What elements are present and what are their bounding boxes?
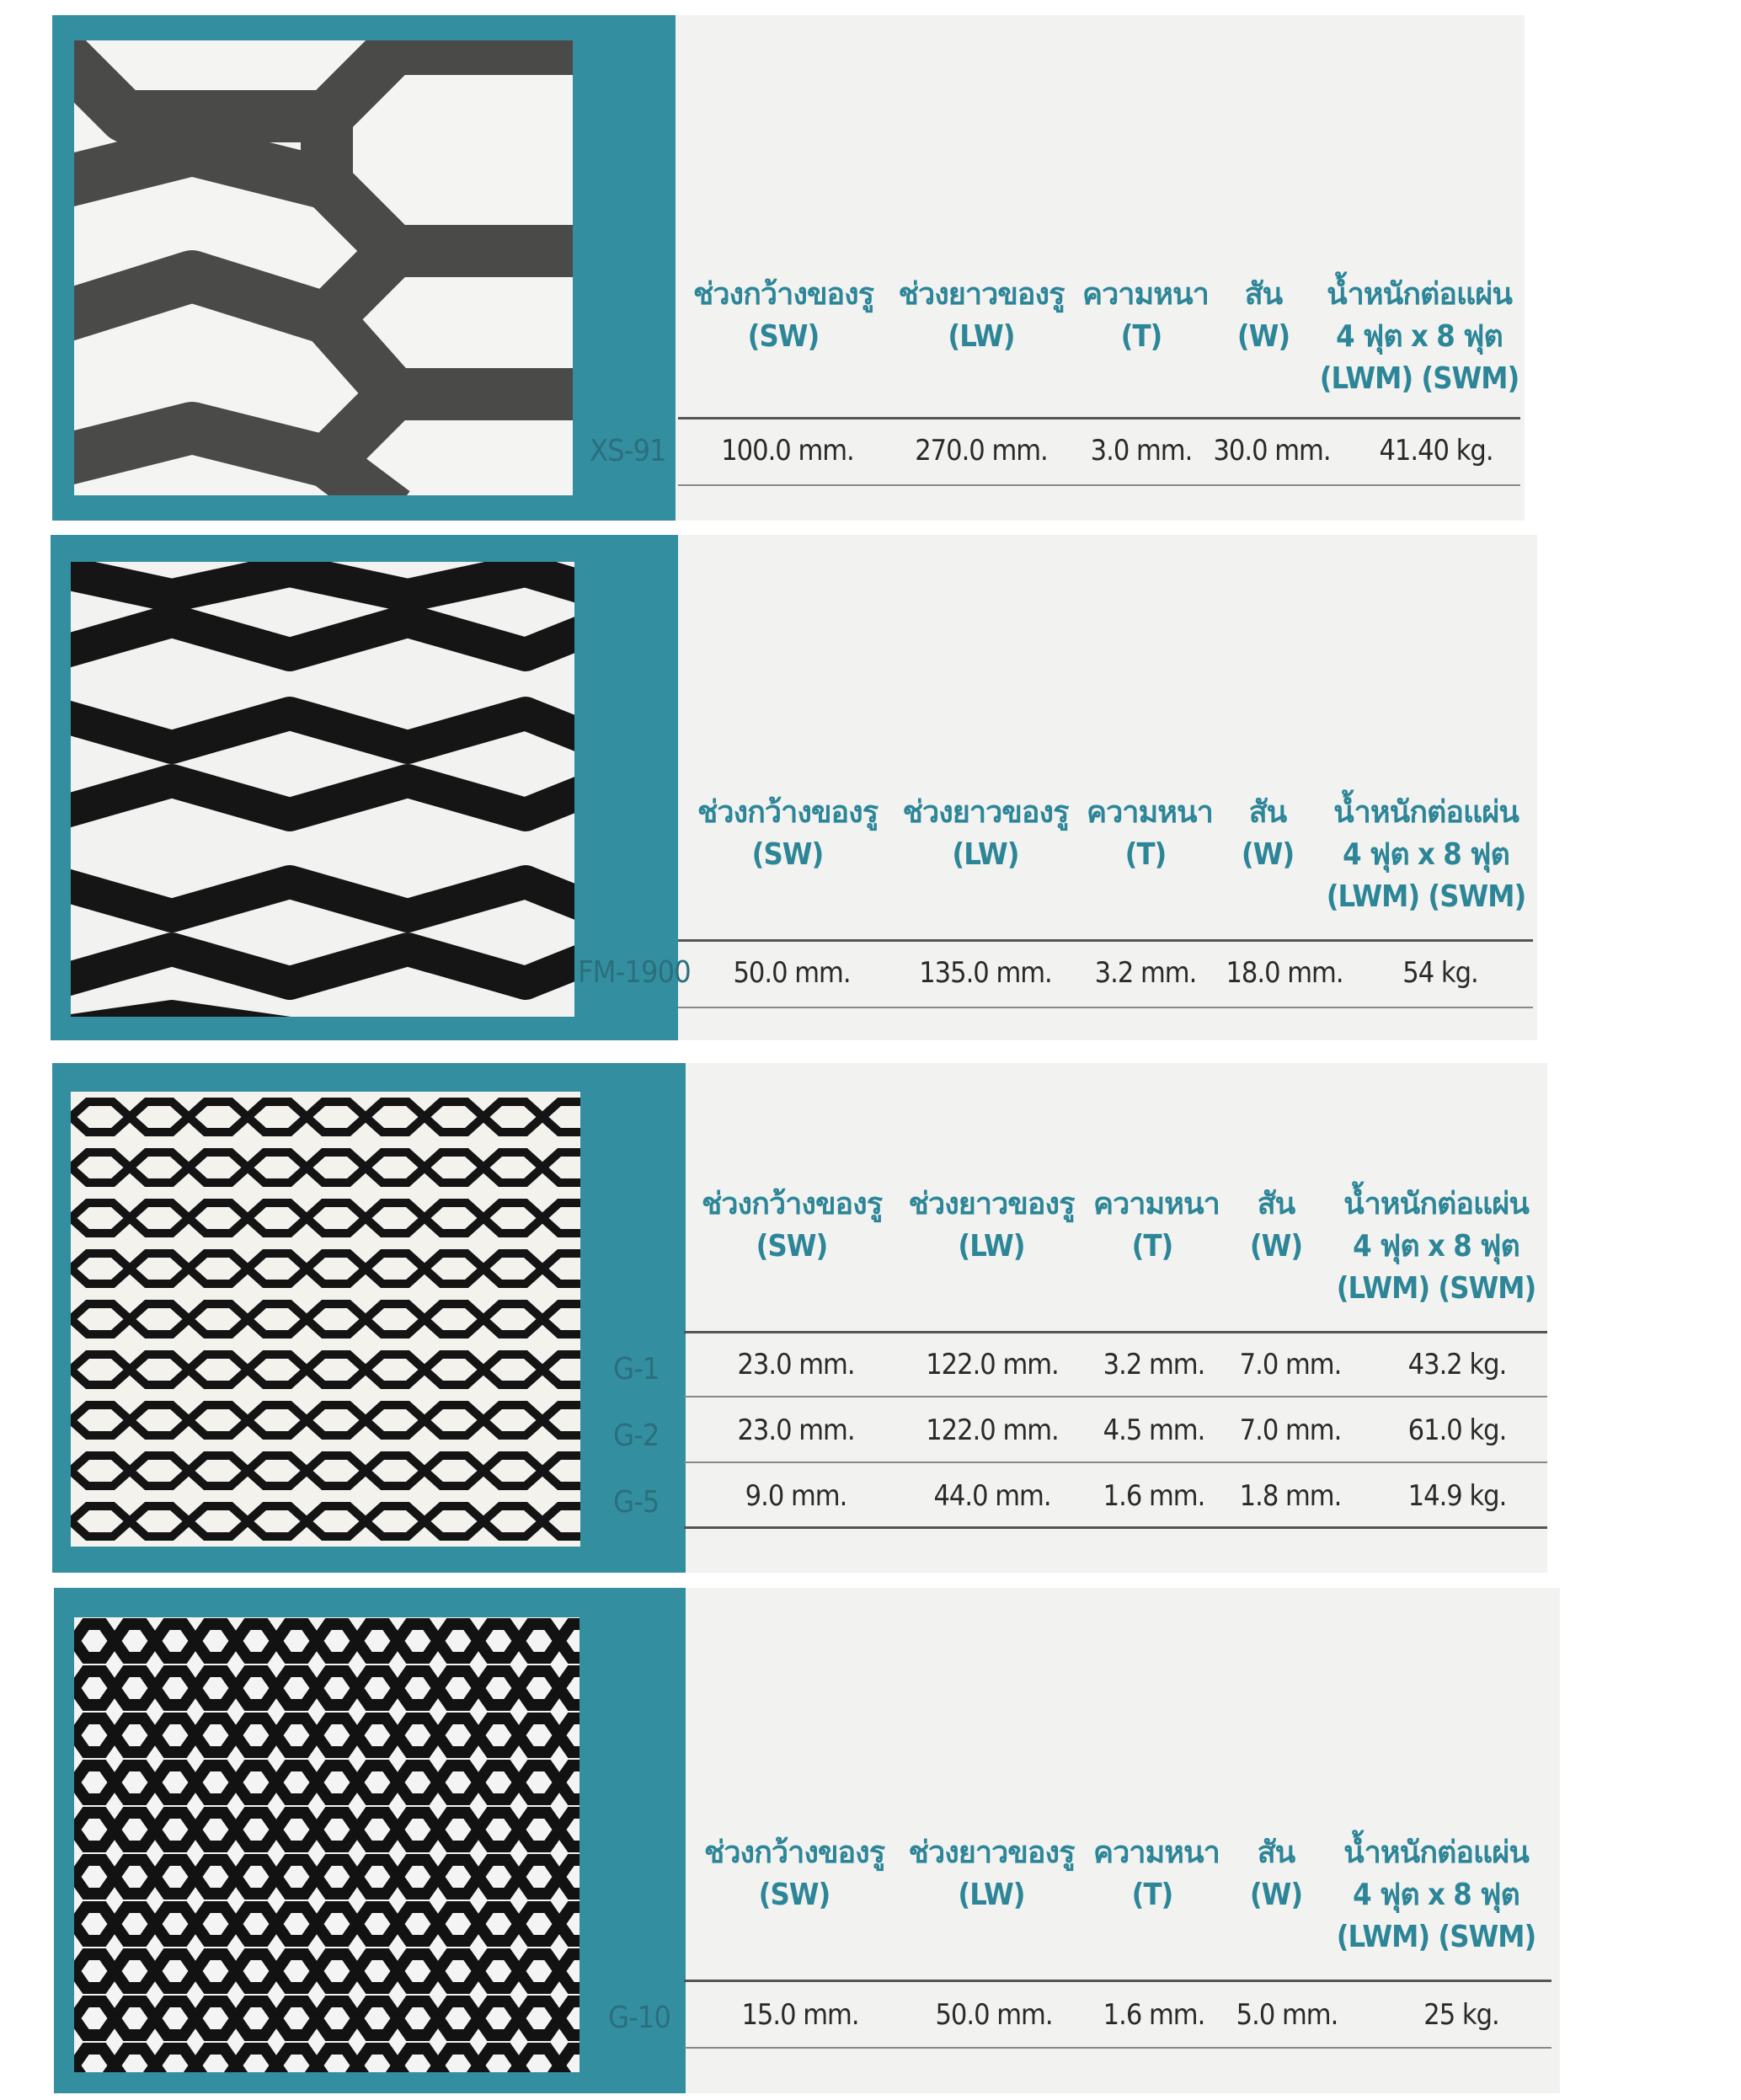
- cell-weight: 41.40 kg.: [1379, 434, 1493, 468]
- mesh-photo-g-10: [74, 1617, 579, 2072]
- product-code: G-1: [613, 1352, 660, 1387]
- product-code: G-2: [613, 1419, 660, 1453]
- table-rule: [684, 1461, 1547, 1463]
- cell-t: 1.6 mm.: [1103, 1479, 1205, 1513]
- cell-t: 4.5 mm.: [1103, 1413, 1205, 1447]
- header-t: ความหนา (T): [1093, 1835, 1220, 1912]
- mesh-photo-g-series: [71, 1092, 580, 1547]
- cell-t: 3.2 mm.: [1094, 956, 1197, 990]
- cell-weight: 25 kg.: [1423, 1998, 1499, 2032]
- cell-w: 7.0 mm.: [1239, 1348, 1342, 1381]
- header-w: สัน (W): [1241, 795, 1295, 872]
- product-code: XS-91: [590, 434, 666, 468]
- cell-sw: 23.0 mm.: [737, 1348, 855, 1381]
- header-w: สัน (W): [1249, 1835, 1303, 1912]
- mesh-photo-xs-91: [74, 40, 573, 495]
- cell-t: 3.2 mm.: [1103, 1348, 1205, 1381]
- header-lw: ช่วงยาวของรู (LW): [898, 277, 1065, 354]
- header-weight: น้ำหนักต่อแผ่น 4 ฟุต x 8 ฟุต (LWM) (SWM): [1336, 1835, 1536, 1954]
- table-rule: [684, 1980, 1551, 1982]
- cell-lw: 122.0 mm.: [926, 1413, 1059, 1447]
- cell-sw: 50.0 mm.: [733, 956, 851, 990]
- table-rule: [684, 1331, 1547, 1333]
- cell-sw: 100.0 mm.: [721, 434, 854, 468]
- table-rule: [678, 417, 1520, 419]
- header-weight: น้ำหนักต่อแผ่น 4 ฟุต x 8 ฟุต (LWM) (SWM): [1326, 795, 1526, 914]
- cell-w: 30.0 mm.: [1213, 434, 1331, 468]
- header-w: สัน (W): [1249, 1187, 1303, 1264]
- cell-t: 1.6 mm.: [1103, 1998, 1205, 2032]
- header-t: ความหนา (T): [1082, 277, 1209, 354]
- cell-sw: 9.0 mm.: [745, 1479, 847, 1513]
- header-t: ความหนา (T): [1093, 1187, 1220, 1264]
- header-sw: ช่วงกว้างของรู (SW): [703, 1835, 885, 1912]
- header-lw: ช่วงยาวของรู (LW): [908, 1187, 1075, 1264]
- table-rule: [684, 2047, 1551, 2049]
- cell-lw: 135.0 mm.: [919, 956, 1052, 990]
- cell-w: 18.0 mm.: [1226, 956, 1343, 990]
- cell-lw: 270.0 mm.: [915, 434, 1048, 468]
- header-sw: ช่วงกว้างของรู (SW): [701, 1187, 883, 1264]
- cell-lw: 50.0 mm.: [935, 1998, 1053, 2032]
- product-code: G-5: [613, 1485, 660, 1520]
- header-w: สัน (W): [1236, 277, 1290, 354]
- header-weight: น้ำหนักต่อแผ่น 4 ฟุต x 8 ฟุต (LWM) (SWM): [1336, 1187, 1536, 1306]
- table-rule: [678, 484, 1520, 486]
- cell-sw: 15.0 mm.: [741, 1998, 859, 2032]
- cell-w: 7.0 mm.: [1239, 1413, 1342, 1447]
- header-sw: ช่วงกว้างของรู (SW): [692, 277, 874, 354]
- header-weight: น้ำหนักต่อแผ่น 4 ฟุต x 8 ฟุต (LWM) (SWM): [1319, 277, 1519, 396]
- cell-w: 5.0 mm.: [1236, 1998, 1338, 2032]
- header-sw: ช่วงกว้างของรู (SW): [697, 795, 879, 872]
- mesh-photo-fm-1900: [71, 562, 574, 1017]
- product-code: FM-1900: [578, 955, 691, 990]
- cell-weight: 43.2 kg.: [1407, 1348, 1507, 1381]
- cell-w: 1.8 mm.: [1239, 1479, 1342, 1513]
- table-rule: [684, 1526, 1547, 1529]
- cell-lw: 122.0 mm.: [926, 1348, 1059, 1381]
- header-lw: ช่วงยาวของรู (LW): [902, 795, 1069, 872]
- header-lw: ช่วงยาวของรู (LW): [908, 1835, 1075, 1912]
- cell-t: 3.0 mm.: [1090, 434, 1193, 468]
- header-t: ความหนา (T): [1087, 795, 1213, 872]
- cell-weight: 54 kg.: [1402, 956, 1478, 990]
- table-rule: [678, 939, 1533, 942]
- cell-weight: 61.0 kg.: [1407, 1413, 1507, 1447]
- table-rule: [678, 1007, 1533, 1008]
- cell-sw: 23.0 mm.: [737, 1413, 855, 1447]
- cell-weight: 14.9 kg.: [1407, 1479, 1507, 1513]
- table-rule: [684, 1396, 1547, 1397]
- cell-lw: 44.0 mm.: [933, 1479, 1051, 1513]
- product-code: G-10: [608, 2001, 670, 2035]
